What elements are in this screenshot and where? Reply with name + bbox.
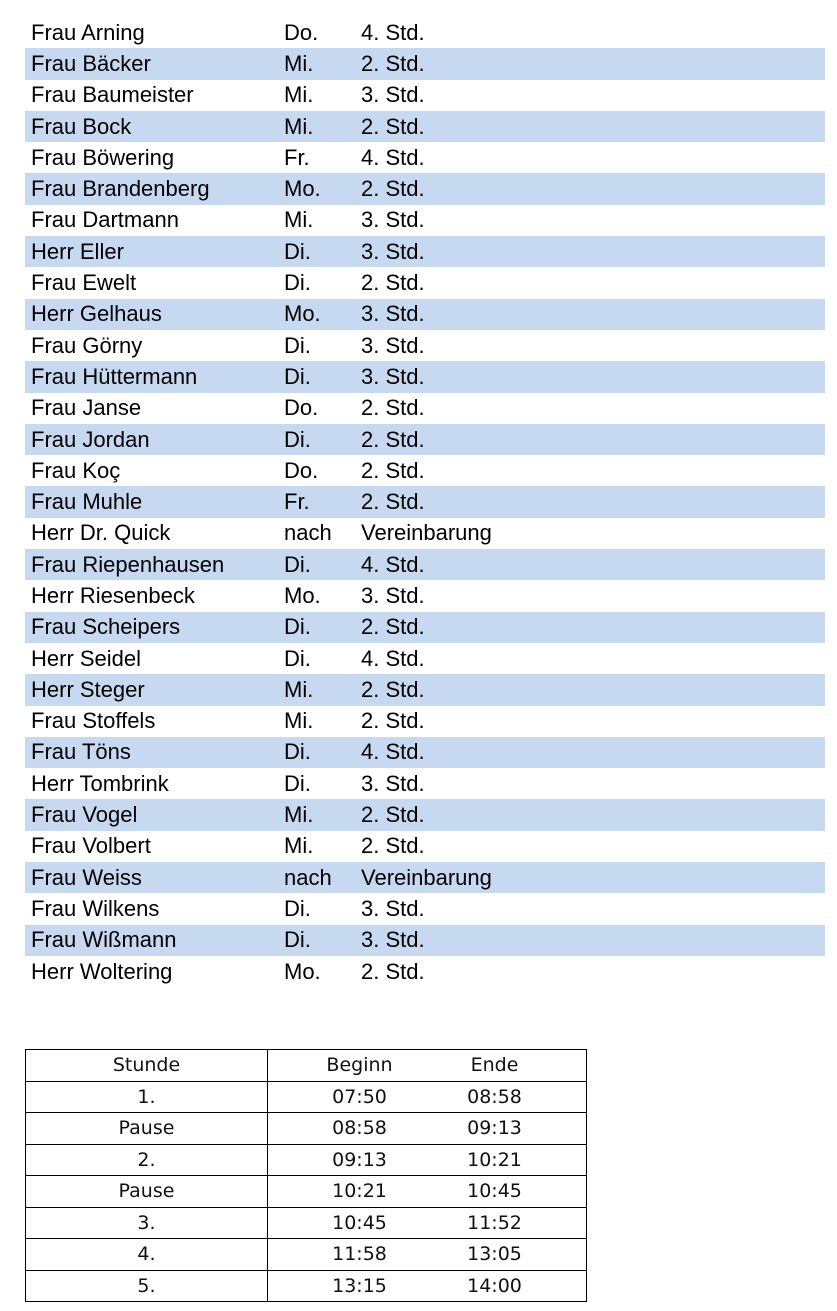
- consultation-day: Do.: [284, 457, 319, 483]
- teacher-row: [25, 205, 825, 236]
- teacher-name: Herr Tombrink: [31, 770, 169, 796]
- schedule-row: [26, 1239, 587, 1271]
- consultation-hour: 2. Std.: [361, 395, 425, 421]
- consultation-hour: 4. Std.: [361, 551, 425, 577]
- teacher-row: [25, 549, 825, 580]
- teacher-row: [25, 299, 825, 330]
- teacher-row: [25, 267, 825, 298]
- consultation-day: Di.: [284, 927, 311, 953]
- teacher-row: [25, 424, 825, 455]
- consultation-hour: 2. Std.: [361, 457, 425, 483]
- consultation-hour: 4. Std.: [361, 19, 425, 45]
- consultation-day: Di.: [284, 551, 311, 577]
- consultation-hour: 2. Std.: [361, 113, 425, 139]
- teacher-name: Herr Woltering: [31, 958, 173, 984]
- teacher-name: Frau Böwering: [31, 144, 175, 170]
- teacher-name: Herr Seidel: [31, 645, 142, 671]
- teacher-row: [25, 17, 825, 48]
- teacher-name: Frau Wilkens: [31, 895, 160, 921]
- consultation-hour: 2. Std.: [361, 676, 425, 702]
- consultation-hour: 3. Std.: [361, 207, 425, 233]
- header-stunde: Stunde: [26, 1050, 268, 1082]
- consultation-day: Mi.: [284, 802, 314, 828]
- teacher-name: Frau Töns: [31, 739, 131, 765]
- consultation-hour: 2. Std.: [361, 833, 425, 859]
- teacher-name: Herr Eller: [31, 238, 124, 264]
- consultation-day: Di.: [284, 332, 311, 358]
- lesson-schedule-table: [25, 1049, 587, 1302]
- teacher-row: [25, 580, 825, 611]
- consultation-day: Mi.: [284, 50, 314, 76]
- teacher-name: Frau Volbert: [31, 833, 151, 859]
- consultation-hour: Vereinbarung: [361, 520, 492, 546]
- teacher-name: Frau Weiss: [31, 864, 142, 890]
- teacher-row: [25, 893, 825, 924]
- end-cell: 09:13: [427, 1113, 587, 1145]
- end-cell: 14:00: [427, 1270, 587, 1302]
- schedule-header-row: [26, 1050, 587, 1082]
- begin-cell: 10:45: [268, 1207, 428, 1239]
- teacher-row: [25, 236, 825, 267]
- period-cell: Pause: [26, 1176, 268, 1208]
- consultation-hour: 4. Std.: [361, 739, 425, 765]
- consultation-day: nach: [284, 864, 332, 890]
- schedule-row: [26, 1176, 587, 1208]
- begin-cell: 13:15: [268, 1270, 428, 1302]
- consultation-day: Di.: [284, 645, 311, 671]
- teacher-name: Frau Muhle: [31, 489, 143, 515]
- teacher-row: [25, 361, 825, 392]
- teacher-row: [25, 330, 825, 361]
- teacher-name: Frau Riepenhausen: [31, 551, 225, 577]
- teacher-row: [25, 393, 825, 424]
- consultation-day: Di.: [284, 238, 311, 264]
- teacher-name: Frau Görny: [31, 332, 143, 358]
- consultation-day: Di.: [284, 426, 311, 452]
- consultation-day: Mi.: [284, 82, 314, 108]
- consultation-hour: 4. Std.: [361, 645, 425, 671]
- teacher-name: Frau Bäcker: [31, 50, 151, 76]
- begin-cell: 08:58: [268, 1113, 428, 1145]
- header-ende: Ende: [427, 1050, 587, 1082]
- schedule-row: [26, 1144, 587, 1176]
- teacher-name: Frau Ewelt: [31, 270, 137, 296]
- teacher-name: Frau Bock: [31, 113, 132, 139]
- consultation-day: Di.: [284, 614, 311, 640]
- teacher-row: [25, 925, 825, 956]
- teacher-name: Frau Baumeister: [31, 82, 194, 108]
- consultation-day: Mi.: [284, 207, 314, 233]
- teacher-name: Frau Brandenberg: [31, 176, 210, 202]
- consultation-day: nach: [284, 520, 332, 546]
- consultation-hour: 3. Std.: [361, 927, 425, 953]
- period-cell: Pause: [26, 1113, 268, 1145]
- consultation-day: Mi.: [284, 113, 314, 139]
- period-cell: 5.: [26, 1270, 268, 1302]
- consultation-hour: 3. Std.: [361, 82, 425, 108]
- teacher-row: [25, 737, 825, 768]
- teacher-name: Frau Koç: [31, 457, 121, 483]
- teacher-row: [25, 612, 825, 643]
- consultation-hour: 2. Std.: [361, 802, 425, 828]
- consultation-day: Mi.: [284, 708, 314, 734]
- begin-cell: 11:58: [268, 1239, 428, 1271]
- consultation-day: Di.: [284, 770, 311, 796]
- consultation-day: Fr.: [284, 489, 310, 515]
- teacher-row: [25, 142, 825, 173]
- teacher-consultation-list: [25, 17, 825, 987]
- teacher-row: [25, 831, 825, 862]
- header-beginn: Beginn: [268, 1050, 428, 1082]
- consultation-hour: 2. Std.: [361, 176, 425, 202]
- teacher-name: Herr Steger: [31, 676, 145, 702]
- consultation-hour: 2. Std.: [361, 958, 425, 984]
- consultation-hour: 3. Std.: [361, 301, 425, 327]
- period-cell: 1.: [26, 1081, 268, 1113]
- teacher-name: Frau Arning: [31, 19, 145, 45]
- end-cell: 13:05: [427, 1239, 587, 1271]
- teacher-name: Herr Riesenbeck: [31, 582, 195, 608]
- period-cell: 2.: [26, 1144, 268, 1176]
- consultation-day: Mo.: [284, 582, 321, 608]
- teacher-row: [25, 799, 825, 830]
- consultation-day: Do.: [284, 19, 319, 45]
- consultation-day: Mo.: [284, 958, 321, 984]
- teacher-row: [25, 80, 825, 111]
- teacher-name: Frau Dartmann: [31, 207, 179, 233]
- teacher-row: [25, 486, 825, 517]
- consultation-day: Fr.: [284, 144, 310, 170]
- end-cell: 10:21: [427, 1144, 587, 1176]
- end-cell: 11:52: [427, 1207, 587, 1239]
- consultation-day: Mi.: [284, 676, 314, 702]
- consultation-day: Do.: [284, 395, 319, 421]
- consultation-hour: 3. Std.: [361, 770, 425, 796]
- consultation-hour: 3. Std.: [361, 582, 425, 608]
- consultation-hour: 3. Std.: [361, 238, 425, 264]
- consultation-day: Di.: [284, 895, 311, 921]
- consultation-hour: 2. Std.: [361, 614, 425, 640]
- teacher-row: [25, 48, 825, 79]
- teacher-row: [25, 768, 825, 799]
- consultation-hour: 2. Std.: [361, 708, 425, 734]
- teacher-name: Frau Jordan: [31, 426, 150, 452]
- end-cell: 08:58: [427, 1081, 587, 1113]
- teacher-row: [25, 706, 825, 737]
- consultation-hour: 2. Std.: [361, 50, 425, 76]
- period-cell: 4.: [26, 1239, 268, 1271]
- consultation-day: Mo.: [284, 301, 321, 327]
- consultation-hour: Vereinbarung: [361, 864, 492, 890]
- teacher-name: Frau Hüttermann: [31, 363, 198, 389]
- consultation-day: Di.: [284, 363, 311, 389]
- schedule-row: [26, 1113, 587, 1145]
- consultation-day: Di.: [284, 739, 311, 765]
- teacher-row: [25, 173, 825, 204]
- teacher-row: [25, 862, 825, 893]
- teacher-row: [25, 518, 825, 549]
- teacher-row: [25, 674, 825, 705]
- schedule-row: [26, 1081, 587, 1113]
- consultation-day: Mi.: [284, 833, 314, 859]
- teacher-name: Herr Gelhaus: [31, 301, 162, 327]
- consultation-hour: 2. Std.: [361, 270, 425, 296]
- period-cell: 3.: [26, 1207, 268, 1239]
- consultation-hour: 3. Std.: [361, 363, 425, 389]
- consultation-hour: 4. Std.: [361, 144, 425, 170]
- consultation-hour: 3. Std.: [361, 895, 425, 921]
- consultation-day: Di.: [284, 270, 311, 296]
- begin-cell: 07:50: [268, 1081, 428, 1113]
- teacher-row: [25, 643, 825, 674]
- consultation-hour: 3. Std.: [361, 332, 425, 358]
- schedule-row: [26, 1207, 587, 1239]
- consultation-day: Mo.: [284, 176, 321, 202]
- begin-cell: 10:21: [268, 1176, 428, 1208]
- end-cell: 10:45: [427, 1176, 587, 1208]
- consultation-hour: 2. Std.: [361, 426, 425, 452]
- teacher-name: Frau Vogel: [31, 802, 138, 828]
- teacher-name: Frau Wißmann: [31, 927, 177, 953]
- consultation-hour: 2. Std.: [361, 489, 425, 515]
- teacher-row: [25, 956, 825, 987]
- teacher-name: Herr Dr. Quick: [31, 520, 171, 546]
- teacher-name: Frau Stoffels: [31, 708, 156, 734]
- teacher-name: Frau Janse: [31, 395, 142, 421]
- begin-cell: 09:13: [268, 1144, 428, 1176]
- teacher-row: [25, 111, 825, 142]
- schedule-row: [26, 1270, 587, 1302]
- teacher-row: [25, 455, 825, 486]
- teacher-name: Frau Scheipers: [31, 614, 181, 640]
